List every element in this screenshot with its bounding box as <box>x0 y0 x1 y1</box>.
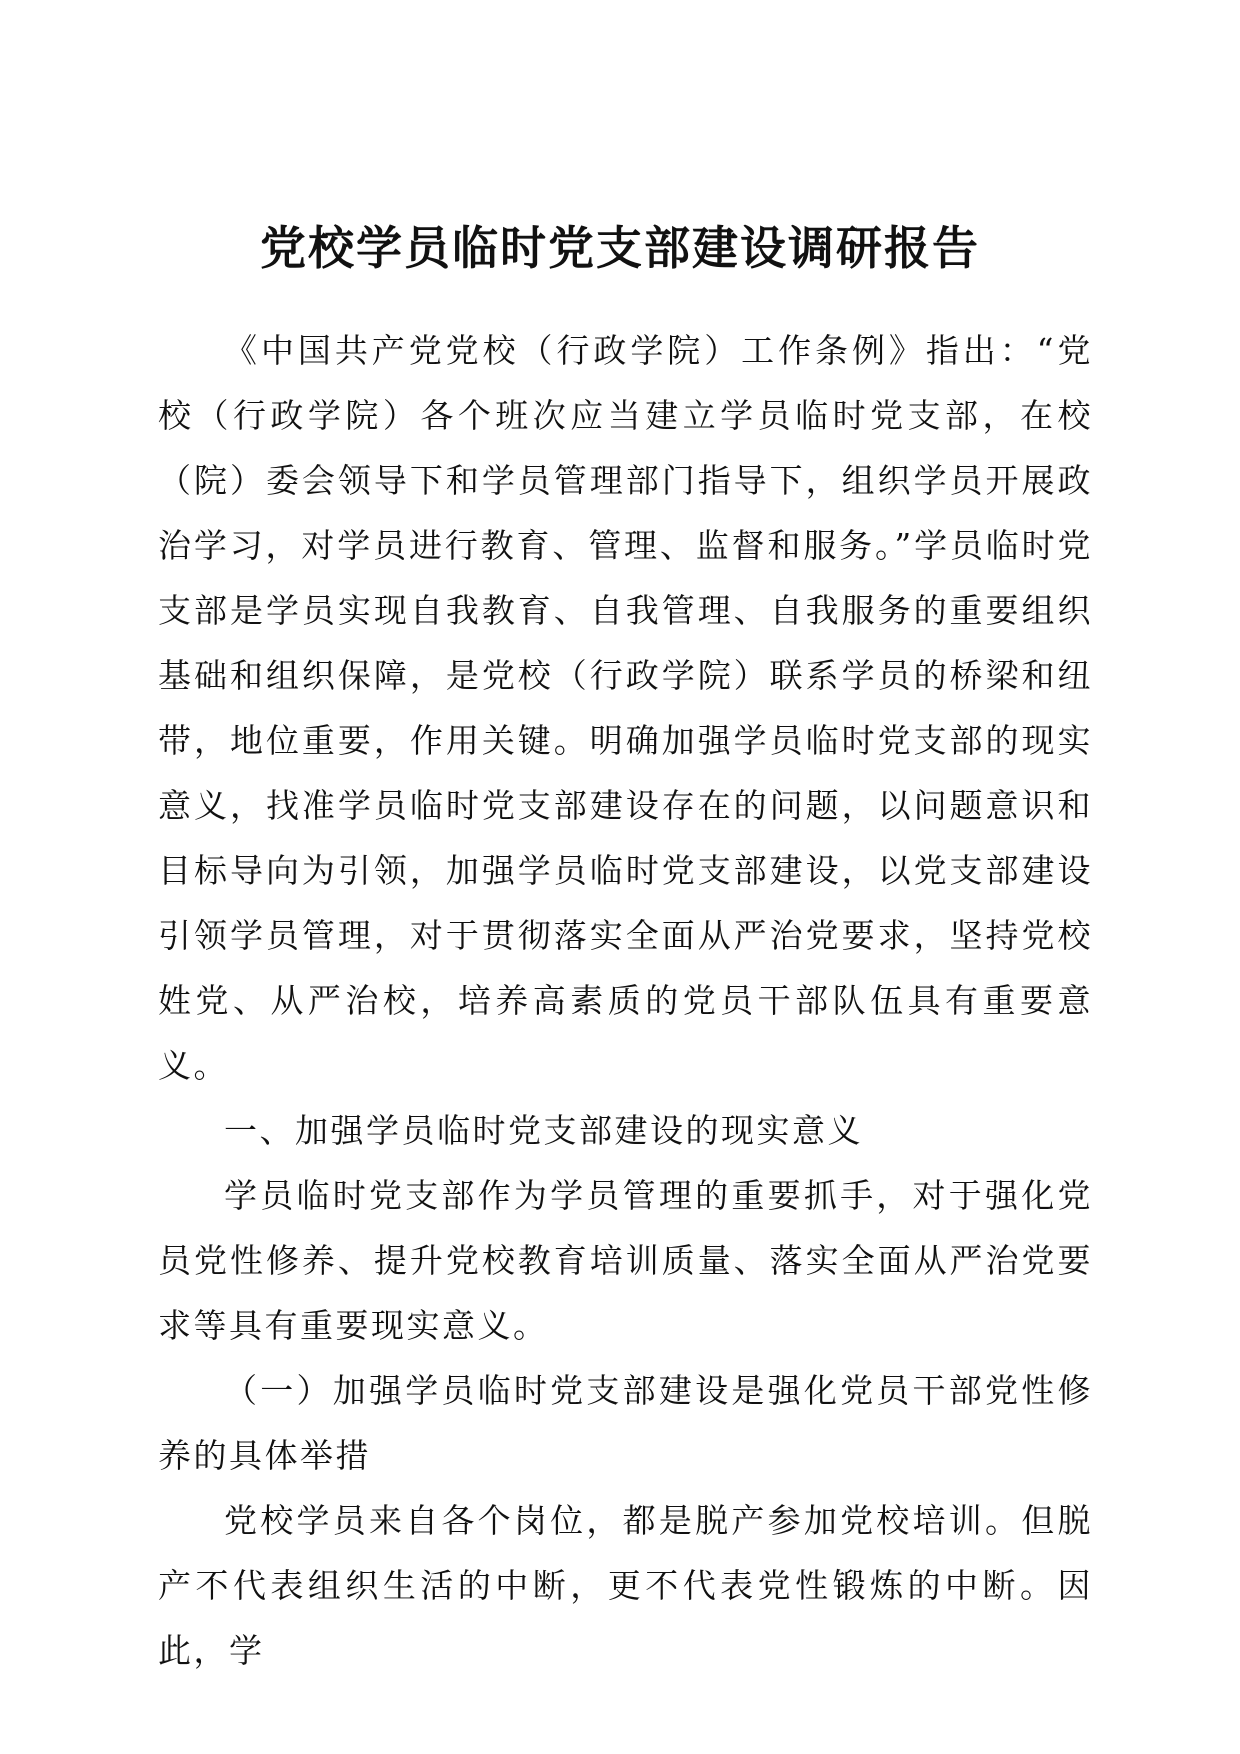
section-heading-1: 一、加强学员临时党支部建设的现实意义 <box>224 1111 863 1150</box>
subsection-heading-1: （一）加强学员临时党支部建设是强化党员干部党性修养的具体举措 <box>158 1371 1093 1475</box>
document-title: 党校学员临时党支部建设调研报告 <box>260 221 980 275</box>
paragraph-intro: 《中国共产党党校（行政学院）工作条例》指出：“党校（行政学院）各个班次应当建立学员临时党支部，在校（院）委会领导下和学员管理部门指导下，组织学员开展政治学习，对学员进行教育、管理、监督和服务。”学员临时党支部是学员实现自我教育、自我管理、自我服务的重要组织基础和组织保障，是党校（行政学院）联系学员的桥梁和纽带，地位重要，作用关键。明确加强学员临时党支部的现实意义，找准学员临时党支部建设存在的问题，以问题意识和目标导向为引领，加强学员临时党支部建设，以党支部建设引领学员管理，对于贯彻落实全面从严治党要求，坚持党校姓党、从严治校，培养高素质的党员干部队伍具有重要意义。 <box>158 331 1093 1085</box>
paragraph-section-1: 学员临时党支部作为学员管理的重要抓手，对于强化党员党性修养、提升党校教育培训质量、落实全面从严治党要求等具有重要现实意义。 <box>158 1176 1093 1345</box>
document-body <box>158 318 1093 1683</box>
paragraph-subsection-1: 党校学员来自各个岗位，都是脱产参加党校培训。但脱产不代表组织生活的中断，更不代表党性锻炼的中断。因此，学 <box>158 1501 1093 1670</box>
